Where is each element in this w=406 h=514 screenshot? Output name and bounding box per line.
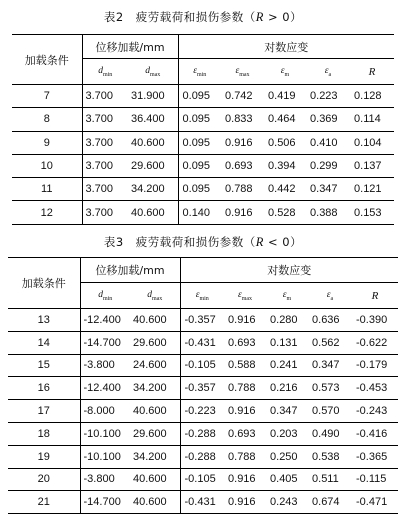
table2-col-ea: $\varepsilon_a$ [306, 59, 350, 85]
value-cell: -0.243 [352, 400, 398, 423]
value-cell: 40.600 [130, 309, 180, 332]
table-row [12, 178, 394, 201]
table3-col-r: R [352, 283, 398, 309]
value-cell: 0.280 [266, 309, 308, 332]
table2 [12, 34, 394, 225]
table3-col-em: $\varepsilon_m$ [266, 283, 308, 309]
value-cell: 0.693 [221, 154, 264, 177]
value-cell: 0.095 [178, 108, 221, 131]
value-cell: -0.105 [180, 468, 224, 491]
condition-cell: 14 [8, 331, 80, 354]
condition-cell: 20 [8, 468, 80, 491]
value-cell: -0.115 [352, 468, 398, 491]
value-cell: 0.128 [350, 85, 394, 108]
value-cell: 3.700 [82, 85, 128, 108]
value-cell: 0.916 [224, 468, 266, 491]
value-cell: 0.788 [224, 445, 266, 468]
value-cell: 40.600 [130, 491, 180, 514]
condition-cell: 7 [12, 85, 82, 108]
value-cell: -12.400 [80, 377, 130, 400]
value-cell: 0.388 [306, 201, 350, 224]
value-cell: 0.095 [178, 178, 221, 201]
value-cell: 0.137 [350, 154, 394, 177]
table3-caption [0, 234, 406, 250]
value-cell: 40.600 [128, 131, 178, 154]
table3-col-dmax: $d_{max}$ [130, 283, 180, 309]
value-cell: -0.357 [180, 377, 224, 400]
value-cell: -0.365 [352, 445, 398, 468]
value-cell: 0.833 [221, 108, 264, 131]
value-cell: 0.788 [221, 178, 264, 201]
table2-caption [0, 9, 406, 25]
value-cell: 0.562 [308, 331, 352, 354]
table-row [12, 131, 394, 154]
value-cell: 0.299 [306, 154, 350, 177]
value-cell: 3.700 [82, 154, 128, 177]
value-cell: 36.400 [128, 108, 178, 131]
value-cell: 0.419 [264, 85, 306, 108]
table-row [8, 331, 398, 354]
table2-col-emax: $\varepsilon_{max}$ [221, 59, 264, 85]
value-cell: 0.506 [264, 131, 306, 154]
table-row [8, 400, 398, 423]
value-cell: 34.200 [128, 178, 178, 201]
value-cell: 0.410 [306, 131, 350, 154]
value-cell: 0.203 [266, 422, 308, 445]
value-cell: -10.100 [80, 422, 130, 445]
value-cell: 0.636 [308, 309, 352, 332]
table2-caption-r: R [255, 10, 264, 24]
value-cell: -0.390 [352, 309, 398, 332]
table3-col-ea: $\varepsilon_a$ [308, 283, 352, 309]
value-cell: 0.347 [266, 400, 308, 423]
value-cell: 0.528 [264, 201, 306, 224]
value-cell: 0.140 [178, 201, 221, 224]
value-cell: -0.431 [180, 491, 224, 514]
value-cell: 0.243 [266, 491, 308, 514]
table-row [8, 377, 398, 400]
table3-header-strain: 对数应变 [180, 258, 398, 283]
condition-cell: 17 [8, 400, 80, 423]
value-cell: -12.400 [80, 309, 130, 332]
value-cell: 0.369 [306, 108, 350, 131]
value-cell: 34.200 [130, 445, 180, 468]
table-row [8, 468, 398, 491]
value-cell: 0.223 [306, 85, 350, 108]
table3-col-emin: $\varepsilon_{min}$ [180, 283, 224, 309]
value-cell: 31.900 [128, 85, 178, 108]
value-cell: 0.511 [308, 468, 352, 491]
value-cell: -0.179 [352, 354, 398, 377]
value-cell: 0.742 [221, 85, 264, 108]
value-cell: 3.700 [82, 178, 128, 201]
table3-col-emax: $\varepsilon_{max}$ [224, 283, 266, 309]
table2-col-dmin: $d_{min}$ [82, 59, 128, 85]
condition-cell: 10 [12, 154, 82, 177]
value-cell: 34.200 [130, 377, 180, 400]
table-row [8, 422, 398, 445]
table-row [12, 201, 394, 224]
table2-col-dmax: $d_{max}$ [128, 59, 178, 85]
table3-header-displacement: 位移加载/mm [80, 258, 180, 283]
value-cell: 29.600 [128, 154, 178, 177]
value-cell: 0.674 [308, 491, 352, 514]
value-cell: 0.693 [224, 422, 266, 445]
value-cell: 0.916 [224, 400, 266, 423]
condition-cell: 12 [12, 201, 82, 224]
condition-cell: 9 [12, 131, 82, 154]
value-cell: 0.095 [178, 85, 221, 108]
condition-cell: 11 [12, 178, 82, 201]
table3 [8, 257, 398, 514]
table-row [8, 309, 398, 332]
value-cell: -8.000 [80, 400, 130, 423]
value-cell: 0.095 [178, 154, 221, 177]
value-cell: 0.788 [224, 377, 266, 400]
value-cell: 0.121 [350, 178, 394, 201]
value-cell: -0.431 [180, 331, 224, 354]
value-cell: 0.216 [266, 377, 308, 400]
value-cell: 0.538 [308, 445, 352, 468]
value-cell: -0.288 [180, 445, 224, 468]
value-cell: 0.095 [178, 131, 221, 154]
table-row [12, 85, 394, 108]
value-cell: 40.600 [130, 468, 180, 491]
table2-col-em: $\varepsilon_m$ [264, 59, 306, 85]
value-cell: 0.241 [266, 354, 308, 377]
table-row [12, 154, 394, 177]
value-cell: -0.453 [352, 377, 398, 400]
table-row [8, 354, 398, 377]
table2-caption-suffix: > 0） [263, 10, 303, 24]
value-cell: 0.916 [224, 491, 266, 514]
value-cell: 0.347 [308, 354, 352, 377]
table3-header-condition: 加载条件 [8, 258, 80, 309]
value-cell: 0.114 [350, 108, 394, 131]
value-cell: 0.394 [264, 154, 306, 177]
value-cell: 0.104 [350, 131, 394, 154]
value-cell: 0.250 [266, 445, 308, 468]
table3-col-dmin: $d_{min}$ [80, 283, 130, 309]
value-cell: -10.100 [80, 445, 130, 468]
value-cell: 0.442 [264, 178, 306, 201]
table3-caption-suffix: < 0） [263, 235, 303, 249]
value-cell: -0.105 [180, 354, 224, 377]
table-row [8, 445, 398, 468]
table3-caption-r: R [255, 235, 264, 249]
table3-caption-prefix: 表3 疲劳载荷和损伤参数（ [103, 235, 256, 249]
condition-cell: 19 [8, 445, 80, 468]
value-cell: 0.490 [308, 422, 352, 445]
condition-cell: 21 [8, 491, 80, 514]
value-cell: 0.153 [350, 201, 394, 224]
value-cell: 0.573 [308, 377, 352, 400]
value-cell: -14.700 [80, 331, 130, 354]
value-cell: 29.600 [130, 422, 180, 445]
value-cell: -0.288 [180, 422, 224, 445]
value-cell: 3.700 [82, 131, 128, 154]
value-cell: -14.700 [80, 491, 130, 514]
value-cell: 29.600 [130, 331, 180, 354]
condition-cell: 15 [8, 354, 80, 377]
value-cell: -0.416 [352, 422, 398, 445]
value-cell: 0.570 [308, 400, 352, 423]
value-cell: 0.916 [221, 131, 264, 154]
table2-header-condition: 加载条件 [12, 35, 82, 85]
value-cell: 3.700 [82, 108, 128, 131]
value-cell: 0.916 [224, 309, 266, 332]
value-cell: 40.600 [130, 400, 180, 423]
table2-header-strain: 对数应变 [178, 35, 394, 59]
value-cell: 40.600 [128, 201, 178, 224]
table-row [12, 108, 394, 131]
condition-cell: 8 [12, 108, 82, 131]
value-cell: -0.471 [352, 491, 398, 514]
value-cell: -3.800 [80, 354, 130, 377]
condition-cell: 13 [8, 309, 80, 332]
value-cell: 0.916 [221, 201, 264, 224]
value-cell: -0.622 [352, 331, 398, 354]
table2-col-r: R [350, 59, 394, 85]
table-row [8, 491, 398, 514]
table2-header-displacement: 位移加载/mm [82, 35, 178, 59]
value-cell: 0.693 [224, 331, 266, 354]
value-cell: 0.464 [264, 108, 306, 131]
value-cell: 0.131 [266, 331, 308, 354]
value-cell: 0.405 [266, 468, 308, 491]
value-cell: -0.357 [180, 309, 224, 332]
value-cell: 24.600 [130, 354, 180, 377]
value-cell: -0.223 [180, 400, 224, 423]
condition-cell: 16 [8, 377, 80, 400]
value-cell: 0.347 [306, 178, 350, 201]
table2-caption-prefix: 表2 疲劳载荷和损伤参数（ [103, 10, 256, 24]
value-cell: 3.700 [82, 201, 128, 224]
condition-cell: 18 [8, 422, 80, 445]
value-cell: 0.588 [224, 354, 266, 377]
table2-col-emin: $\varepsilon_{min}$ [178, 59, 221, 85]
value-cell: -3.800 [80, 468, 130, 491]
